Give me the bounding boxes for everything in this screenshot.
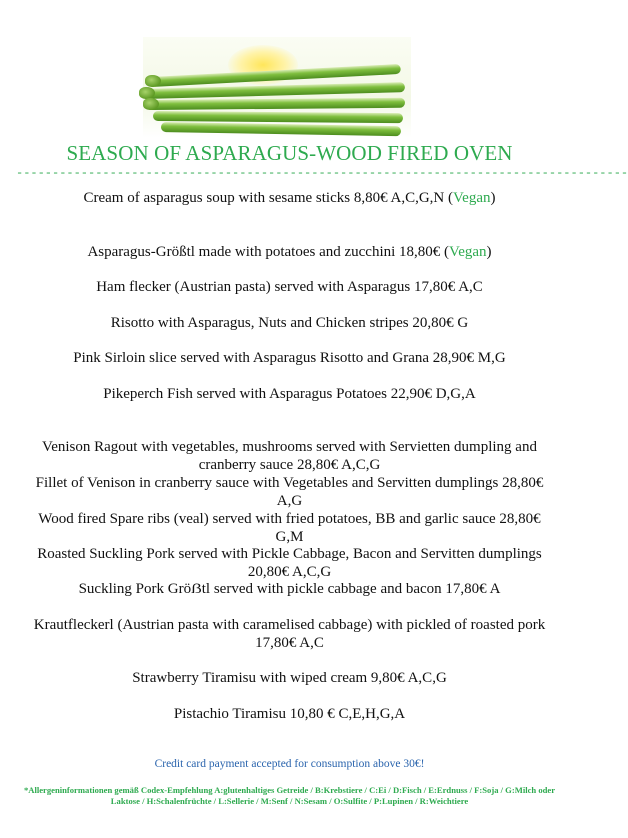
menu-title: SEASON OF ASPARAGUS-WOOD FIRED OVEN bbox=[66, 141, 513, 165]
vegan-tag: Vegan bbox=[453, 190, 491, 206]
item-text: Cream of asparagus soup with sesame sticks 8,80€ A,C,G,N ( bbox=[83, 190, 454, 206]
asparagus-spear bbox=[161, 122, 401, 136]
menu-item-sirloin: Pink Sirloin slice served with Asparagus Risotto and Grana 28,90€ M,G bbox=[73, 350, 506, 366]
asparagus-spear bbox=[147, 98, 405, 110]
asparagus-spear bbox=[153, 111, 403, 123]
asparagus-tip bbox=[143, 98, 159, 110]
menu-item-venison-ragout: Venison Ragout with vegetables, mushrooms served with Servietten dumpling and cranberry sauce 28,80€ A,C,G bbox=[42, 439, 537, 473]
menu-item-ham-flecker: Ham flecker (Austrian pasta) served with Asparagus 17,80€ A,C bbox=[96, 279, 483, 295]
menu-item-soup bbox=[30, 189, 549, 207]
menu-item-suckling-grostl: Suckling Pork Gröẞtl served with pickle cabbage and bacon 17,80€ A bbox=[78, 581, 501, 597]
menu-item-krautfleckerl: Krautfleckerl (Austrian pasta with caramelised cabbage) with pickled of roasted pork 17,80€ A,C bbox=[33, 617, 546, 651]
menu-item-pistachio-tiramisu: Pistachio Tiramisu 10,80 € C,E,H,G,A bbox=[173, 706, 406, 722]
menu-item-venison-fillet: Fillet of Venison in cranberry sauce with Vegetables and Servitten dumplings 28,80€ A,G bbox=[35, 475, 544, 509]
menu-item-spare-ribs: Wood fired Spare ribs (veal) served with fried potatoes, BB and garlic sauce 28,80€ G,M bbox=[38, 511, 541, 545]
item-text-close: ) bbox=[486, 244, 492, 260]
menu-item-suckling-pork: Roasted Suckling Pork served with Pickle Cabbage, Bacon and Servitten dumplings 20,80€ A,C,G bbox=[37, 546, 542, 580]
asparagus-photo bbox=[143, 37, 411, 138]
divider-rule: ------------------------------------------------------------------------------------- bbox=[16, 166, 628, 180]
credit-card-note: Credit card payment accepted for consumption above 30€! bbox=[154, 758, 425, 770]
menu-item-risotto: Risotto with Asparagus, Nuts and Chicken stripes 20,80€ G bbox=[110, 315, 469, 331]
asparagus-tip bbox=[145, 75, 161, 87]
menu-item-grostl bbox=[30, 243, 549, 261]
menu-item-pikeperch: Pikeperch Fish served with Asparagus Potatoes 22,90€ D,G,A bbox=[103, 386, 476, 402]
menu-item-strawberry-tiramisu: Strawberry Tiramisu with wiped cream 9,80€ A,C,G bbox=[132, 670, 447, 686]
vegan-tag: Vegan bbox=[449, 244, 487, 260]
item-text-close: ) bbox=[490, 190, 496, 206]
item-text: Asparagus-Größtl made with potatoes and zucchini 18,80€ ( bbox=[87, 244, 450, 260]
allergen-info: *Allergeninformationen gemäß Codex-Empfehlung A:glutenhaltiges Getreide / B:Krebstiere / C:Ei / D:Fisch / E:Erdnuss / F:Soja / G:Milch oder Laktose / H:Schalenfrüchte / L:Sellerie / M:Senf / N:Sesam / O:Sulfite / P:Lupinen / R:Weichtiere bbox=[23, 785, 556, 806]
